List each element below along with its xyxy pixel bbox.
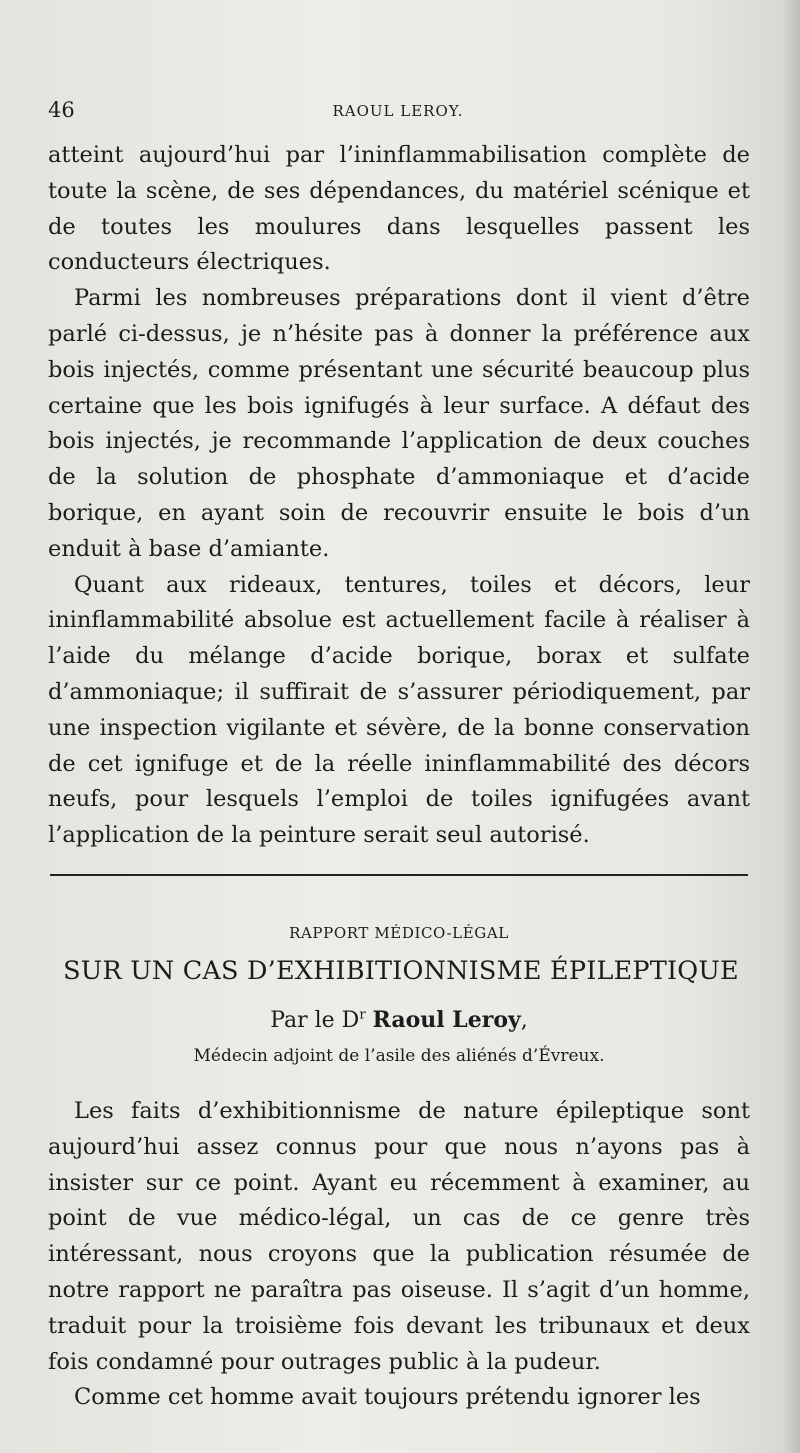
byline-suffix: , — [520, 1008, 528, 1033]
article-body — [48, 1094, 750, 1416]
running-head: RAOUL LEROY. — [332, 102, 464, 120]
previous-article-body — [48, 138, 750, 854]
page-gutter-shadow — [782, 0, 800, 1453]
article-byline — [48, 1007, 750, 1033]
paragraph: Comme cet homme avait toujours prétendu ignorer les — [74, 1384, 701, 1411]
article-kicker: RAPPORT MÉDICO-LÉGAL — [289, 924, 509, 942]
byline-title-sup: r — [359, 1007, 366, 1023]
section-divider — [50, 874, 748, 876]
paragraph: Les faits d’exhibitionnisme de nature épileptique sont aujourd’hui assez connus pour que nous n’ayons pas à insister sur ce point. Ayant eu récemment à examiner, au point de vue médico-légal, un cas de ce genre très intéressant, nous croyons que la publication résumée de notre rapport ne paraîtra pas oiseuse. Il s’agit d’un homme, traduit pour la troisième fois devant les tribunaux et deux fois condamné pour outrages public à la pudeur. — [48, 1098, 750, 1375]
page-header — [48, 98, 748, 128]
paragraph: Parmi les nombreuses préparations dont il vient d’être parlé ci-dessus, je n’hésite pas à donner la préférence aux bois injectés, comme présentant une sécurité beaucoup plus certaine que les bois ignifugés à leur surface. A défaut des bois injectés, je recommande l’application de deux couches de la solution de phosphate d’ammoniaque et d’acide borique, en ayant soin de recouvrir ensuite le bois d’un enduit à base d’amiante. — [48, 285, 750, 562]
paragraph-continued: atteint aujourd’hui par l’ininflammabilisation complète de toute la scène, de ses dépendances, du matériel scénique et de toutes les moulures dans lesquelles passent les conducteurs électriques. — [48, 142, 750, 276]
author-name: Raoul Leroy — [372, 1007, 521, 1033]
paragraph: Quant aux rideaux, tentures, toiles et décors, leur ininflammabilité absolue est actuellement facile à réaliser à l’aide du mélange d’acide borique, borax et sulfate d’ammoniaque; il suffirait de s’assurer périodiquement, par une inspection vigilante et sévère, de la bonne conservation de cet ignifuge et de la réelle ininflammabilité des décors neufs, pour lesquels l’emploi de toiles ignifugées avant l’application de la peinture serait seul autorisé. — [48, 571, 750, 849]
page-number: 46 — [48, 98, 75, 122]
article-title: SUR UN CAS D’EXHIBITIONNISME ÉPILEPTIQUE — [63, 956, 739, 986]
author-affiliation: Médecin adjoint de l’asile des aliénés d’Évreux. — [193, 1046, 605, 1066]
byline-prefix: Par le D — [270, 1008, 360, 1033]
